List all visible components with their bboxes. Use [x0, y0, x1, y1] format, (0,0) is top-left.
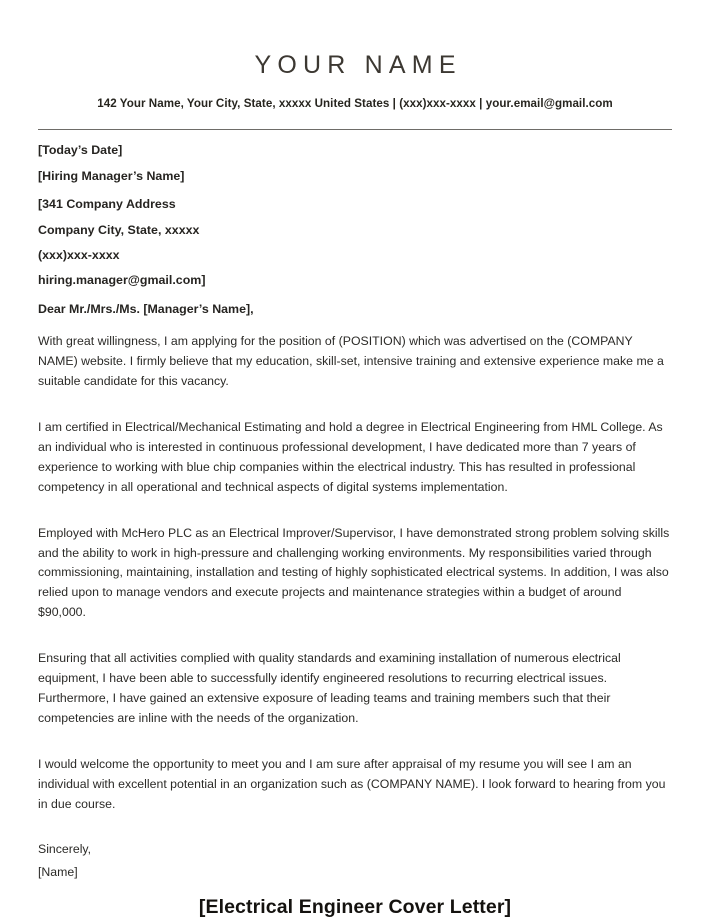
company-email: hiring.manager@gmail.com] [38, 273, 206, 288]
document-title: [Electrical Engineer Cover Letter] [198, 896, 512, 919]
letter-header [0, 0, 710, 110]
letter-body [0, 144, 710, 919]
company-phone: (xxx)xxx-xxxx [38, 248, 120, 263]
closing-salutation: Sincerely, [38, 842, 92, 857]
body-paragraph-2: I am certified in Electrical/Mechanical Estimating and hold a degree in Electrical Engineering from HML College. As an individual who is interested in continuous professional development, I have dedicated more than 7 years of experience to working with blue chip companies within the electrical industry. This has resulted in professional competency in all operational and technical aspects of digital systems implementation. [38, 419, 663, 494]
contact-info-line: 142 Your Name, Your City, State, xxxxx United States | (xxx)xxx-xxxx | your.email@gmail.com [97, 96, 613, 110]
company-city-state-zip: Company City, State, xxxxx [38, 222, 200, 237]
hiring-manager-name: [Hiring Manager’s Name] [38, 168, 185, 183]
salutation: Dear Mr./Mrs./Ms. [Manager’s Name], [38, 301, 254, 316]
header-divider [38, 129, 672, 130]
body-paragraph-3: Employed with McHero PLC as an Electrical Improver/Supervisor, I have demonstrated strong problem solving skills and the ability to work in high-pressure and challenging working environments. My responsibilities varied through commissioning, maintaining, installation and testing of highly sophisticated electrical systems. In addition, I was also relied upon to manage vendors and execute projects and maintenance strategies within a budget of around $90,000. [38, 525, 670, 620]
letter-date: [Today’s Date] [38, 143, 123, 158]
body-paragraph-5: I would welcome the opportunity to meet you and I am sure after appraisal of my resume you will see I am an individual with excellent potential in an organization such as (COMPANY NAME). I look forward to hearing from you in due course. [38, 756, 666, 811]
body-paragraph-1: With great willingness, I am applying for the position of (POSITION) which was advertised on the (COMPANY NAME) website. I firmly believe that my education, skill-set, intensive training and extensive experience make me a suitable candidate for this vacancy. [38, 334, 664, 389]
company-street-address: [341 Company Address [38, 197, 176, 212]
page-title: YOUR NAME [254, 51, 462, 79]
body-paragraph-4: Ensuring that all activities complied with quality standards and examining installation of numerous electrical equipment, I have been able to successfully identify engineered resolutions to recurring electrical issues. Furthermore, I have gained an extensive exposure of leading teams and training members such that their competencies are inline with the needs of the organization. [38, 651, 621, 725]
signature-name: [Name] [38, 865, 78, 880]
company-address-block [38, 198, 672, 287]
